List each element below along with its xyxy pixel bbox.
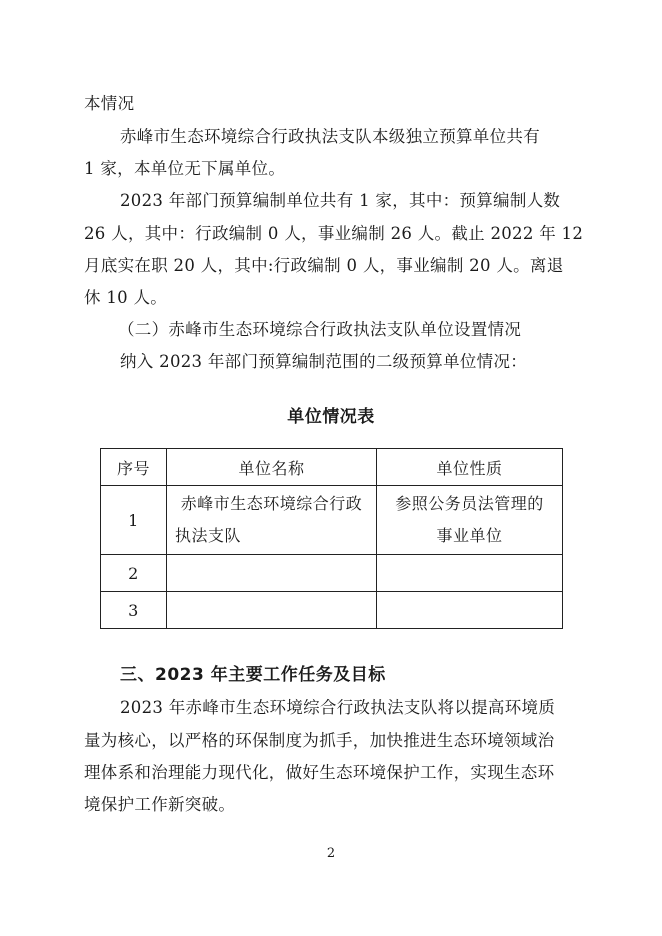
cell-unit-nature — [377, 592, 563, 629]
header-unit-name: 单位名称 — [167, 449, 377, 486]
cell-index: 3 — [101, 592, 167, 629]
paragraph-line: 26 人，其中：行政编制 0 人，事业编制 26 人。截止 2022 年 12 — [84, 224, 584, 243]
cell-text: 赤峰市生态环境综合行政 — [180, 494, 363, 513]
paragraph-line: 休 10 人。 — [84, 288, 168, 307]
paragraph-line: 2023 年部门预算编制单位共有 1 家，其中：预算编制人数 — [120, 191, 561, 210]
cell-unit-name — [167, 555, 377, 592]
paragraph-line: 纳入 2023 年部门预算编制范围的二级预算单位情况： — [120, 352, 528, 371]
table-row — [101, 486, 563, 555]
cell-index: 1 — [101, 486, 167, 555]
cell-unit-nature — [377, 555, 563, 592]
table-header-row — [101, 449, 563, 486]
table-row — [101, 592, 563, 629]
cell-unit-name — [167, 592, 377, 629]
subsection-heading: （二）赤峰市生态环境综合行政执法支队单位设置情况 — [118, 320, 522, 339]
paragraph-line: 赤峰市生态环境综合行政执法支队本级独立预算单位共有 — [120, 127, 540, 146]
table-title: 单位情况表 — [287, 407, 375, 427]
header-unit-nature: 单位性质 — [377, 449, 563, 486]
paragraph-line: 理体系和治理能力现代化，做好生态环境保护工作，实现生态环 — [84, 763, 555, 782]
paragraph-line: 2023 年赤峰市生态环境综合行政执法支队将以提高环境质 — [120, 698, 556, 717]
unit-table — [100, 448, 563, 629]
paragraph-line: 1 家，本单位无下属单位。 — [84, 159, 286, 178]
cell-index: 2 — [101, 555, 167, 592]
cell-unit-nature — [377, 486, 563, 555]
paragraph-line: 境保护工作新突破。 — [84, 795, 236, 814]
paragraph-line: 量为核心，以严格的环保制度为抓手，加快推进生态环境领域治 — [84, 731, 555, 750]
page-number: 2 — [326, 846, 336, 861]
paragraph-line: 本情况 — [84, 94, 135, 113]
paragraph-line: 月底实在职 20 人，其中:行政编制 0 人，事业编制 20 人。离退 — [84, 256, 564, 275]
cell-unit-name — [167, 486, 377, 555]
cell-text: 执法支队 — [175, 526, 242, 545]
table-row — [101, 555, 563, 592]
header-index: 序号 — [101, 449, 167, 486]
cell-text: 参照公务员法管理的 — [395, 494, 544, 513]
section-heading: 三、2023 年主要工作任务及目标 — [120, 665, 386, 685]
cell-text: 事业单位 — [436, 526, 503, 545]
